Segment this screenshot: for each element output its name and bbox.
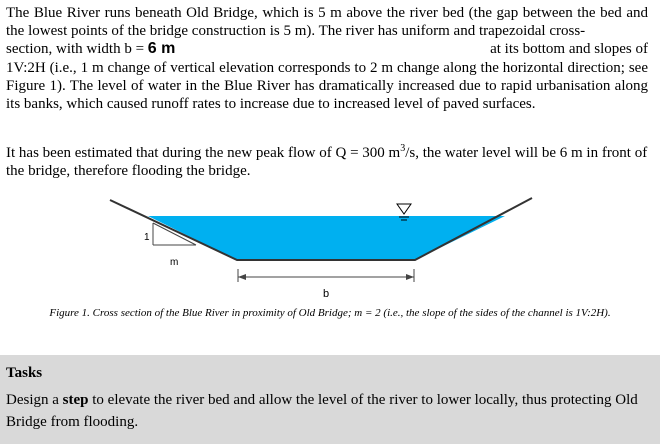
tasks-keyword: step [62,392,89,408]
tasks-text: Design a step to elevate the river bed and allow the level of the river to lower locally, thus protecting Old Bridge from flooding. [6,392,638,430]
slope-horizontal-label: m [170,257,179,268]
width-suffix: at its bottom and slopes of [490,41,648,58]
width-dimension [238,269,414,282]
figure-caption: Figure 1. Cross section of the Blue River in proximity of Old Bridge; m = 2 (i.e., the slope of the sides of the channel is 1V:2H). [49,307,611,319]
estimate-before: It has been estimated that during the new peak flow of Q = 300 m [6,145,401,161]
slope-vertical-label: 1 [144,232,150,243]
width-prefix: section, with width b = [6,41,148,58]
tasks-section [0,355,660,444]
estimate-after: /s, the water level will be 6 m in front of the bridge, therefore flooding the bridge. [6,145,648,180]
water-area [148,216,505,260]
tasks-title: Tasks [6,365,43,381]
width-label: b [323,288,330,300]
estimate-superscript: 3 [400,143,406,154]
width-value: 6 m [147,40,176,58]
intro-line-1: The Blue River runs beneath Old Bridge, which is 5 m above the river bed (the gap between the bed and the lowest points of the bridge construction is 5 m). The river has uniform and trapezoidal cross- [6,5,648,40]
intro-rest: 1V:2H (i.e., 1 m change of vertical elevation corresponds to 2 m change along the horizontal direction; see Figure 1). The level of water in the Blue River has dramatically increased due to rapid urbanisation along its banks, which caused runoff rates to increase due to increased level of paved surfaces. [6,59,648,113]
